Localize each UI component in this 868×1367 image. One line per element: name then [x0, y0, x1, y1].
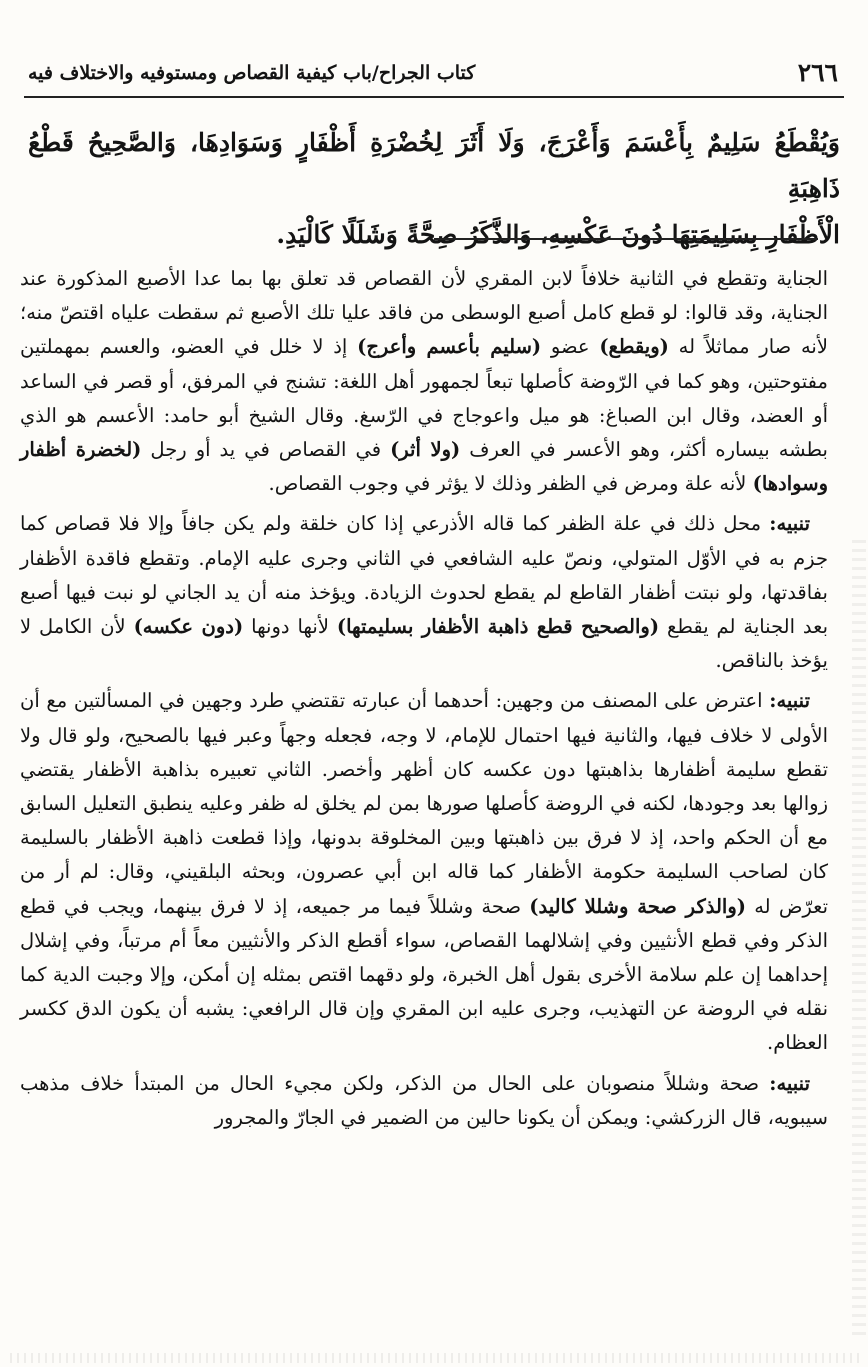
text-run: إذ لا خلل في العضو، والعسم بمهملتين مفتوحتين، وهو كما في الرّوضة كأصلها تبعاً لجمهور أهل اللغة: تشنج في المرفق، أو قصر في الساعد أو العضد، وقال ابن الصباغ: هو ميل واعوجاج في الرّسغ. وقال الشيخ أبو حامد: الأعسم هو الذي بطشه بيساره أكثر، وهو الأعسر في العرف	[20, 335, 828, 462]
scan-margin-noise	[852, 540, 866, 1340]
separator-rule	[434, 238, 818, 240]
text-run: صحة وشللاً فيما مر جميعه، إذ لا فرق بينهما، ويجب في قطع الذكر وفي قطع الأنثيين وفي إشلالهما القصاص، سواء أقطع الذكر والأنثيين معاً أم مرتباً، وفي إشلال إحداهما إن علم سلامة الأخرى بقول أهل الخبرة، ولو دقهما اقتص بمثله إن أمكن، وإلا وجبت الدية كما نقله في الروضة عن التهذيب، وجرى عليه ابن المقري وإن قال الرافعي: يشبه أن يكون الدق ككسر العظام.	[20, 894, 828, 1055]
bold-quote: (دون عكسه)	[133, 615, 244, 639]
text-run: الجناية وتقطع في الثانية خلافاً لابن المقري لأن القصاص قد تعلق بها بما عدا الأصبع المذكورة عند الجناية، وقد قالوا: لو قطع كامل أصبع الوسطى من فاقد عليا تلك الأصبع ثم سقطت علياه اقتصّ منه؛ لأنه صار مماثلاً له	[20, 267, 828, 359]
bold-quote: تنبيه:	[769, 1071, 810, 1095]
bold-quote: (ويقطع)	[599, 335, 669, 359]
text-run: لأنها دونها	[243, 615, 337, 639]
commentary-paragraph	[20, 262, 828, 501]
bold-quote: تنبيه:	[769, 689, 810, 713]
commentary-paragraph	[20, 684, 828, 1060]
running-title: كتاب الجراح/باب كيفية القصاص ومستوفيه والاختلاف فيه	[28, 62, 476, 84]
page-header	[24, 56, 844, 98]
matn-line-2: الْأَظْفَارِ بِسَلِيمَتِهَا دُونَ عَكْسِهِ، وَالذَّكَرُ صِحَّةً وَشَلَلًا كَالْيَدِ.	[276, 220, 840, 249]
bold-quote: تنبيه:	[769, 512, 810, 536]
text-run: في القصاص في يد أو رجل	[141, 438, 391, 462]
bold-quote: (لخضرة أظفار وسوادها)	[20, 438, 828, 496]
text-run: لأنه علة ومرض في الظفر وذلك لا يؤثر في وجوب القصاص.	[268, 472, 753, 496]
commentary-paragraph	[20, 1067, 828, 1135]
scan-bottom-noise	[10, 1353, 860, 1363]
bold-quote: (سليم بأعسم وأعرج)	[357, 335, 542, 359]
page-number: ٢٦٦	[797, 58, 838, 87]
bold-quote: (والذكر صحة وشللا كاليد)	[529, 894, 746, 918]
bold-quote: (ولا أثر)	[390, 438, 461, 462]
bold-quote: (والصحيح قطع ذاهبة الأظفار بسليمتها)	[336, 615, 660, 639]
text-run: لأن الكامل لا يؤخذ بالناقص.	[20, 615, 828, 673]
text-run: عضو	[541, 335, 600, 359]
text-run: اعترض على المصنف من وجهين: أحدهما أن عبارته تقتضي طرد وجهين في المسألتين مع أن الأولى لا خلاف فيها، والثانية فيها احتمال للإمام، لا وجه، فجعله وجهاً وعبر فيها بالصحيح، ولو قال ولا تقطع سليمة أظفارها بذاهبتها دون عكسه كان أظهر وأخصر. الثاني تعبيره بذاهبة الأظفار يقتضي زوالها بعد وجودها، لكنه في الروضة كأصلها صورها بمن لم يخلق له ظفر وعليه ينطبق التعليل السابق مع أن الحكم واحد، إذ لا فرق بين ذاهبتها وبين المخلوقة بدونها، وإذا قطعت ذاهبة الأظفار بالسليمة كان لصاحب السليمة حكومة الأظفار كما قاله ابن أبي عصرون، وبحثه البلقيني، وقال: لم أر من تعرّض له	[20, 689, 829, 918]
commentary-text	[20, 262, 828, 1141]
text-run: محل ذلك في علة الظفر كما قاله الأذرعي إذا كان خلقة ولم يكن جافاً وإلا فلا قصاص كما جزم به في الأوّل المتولي، ونصّ عليه الشافعي في الثاني وجرى عليه الإمام. وتقطع فاقدة الأظفار بفاقدتها، ولو نبتت أظفار القاطع لم يقطع لحدوث الزيادة. ويؤخذ منه أن يد الجاني لو نبت فيها أصبع بعد الجناية لم يقطع	[20, 512, 828, 639]
matn-line-1: وَيُقْطَعُ سَلِيمٌ بِأَعْسَمَ وَأَعْرَجَ، وَلَا أَثَرَ لِخُضْرَةِ أَظْفَارٍ وَسَوَادِهَا، وَالصَّحِيحُ قَطْعُ ذَاهِبَةِ	[28, 128, 840, 203]
text-run: صحة وشللاً منصوبان على الحال من الذكر، ولكن مجيء الحال من المبتدأ خلاف مذهب سيبويه، قال الزركشي: ويمكن أن يكونا حالين من الضمير في الجارّ والمجرور	[20, 1071, 828, 1129]
commentary-paragraph	[20, 507, 828, 678]
